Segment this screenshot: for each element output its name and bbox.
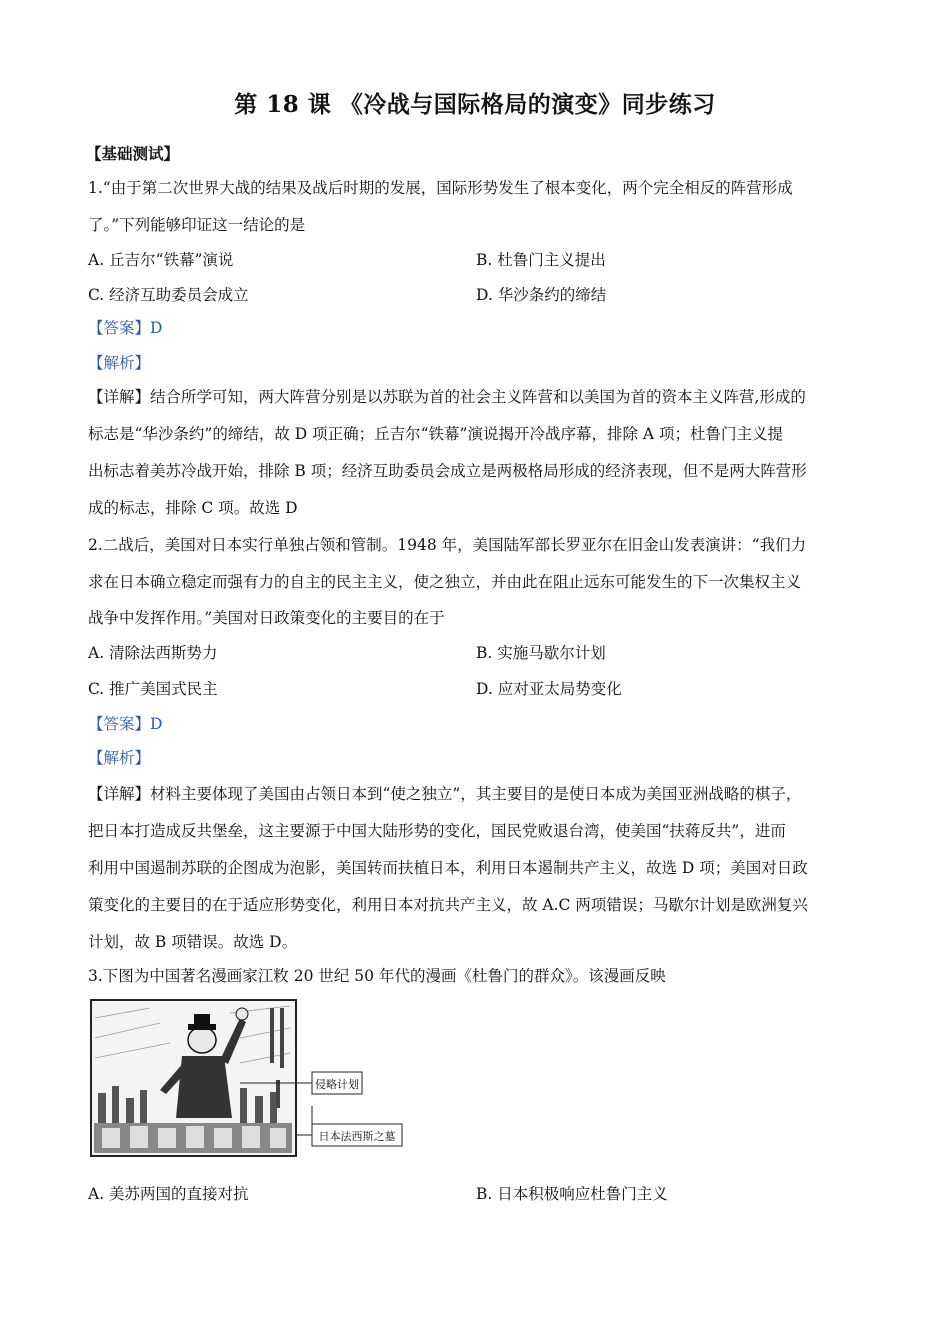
q2-detail-line-1: 【详解】材料主要体现了美国由占领日本到“使之独立”，其主要目的是使日本成为美国亚洲战略的棋子， (88, 785, 802, 803)
q1-option-b: B. 杜鲁门主义提出 (476, 251, 606, 269)
q2-analysis-label: 【解析】 (88, 749, 151, 767)
q2-option-b: B. 实施马歇尔计划 (476, 644, 606, 662)
section-heading: 【基础测试】 (86, 144, 180, 163)
q2-stem-line-2: 求在日本确立稳定而强有力的自主的民主主义，使之独立，并由此在阻止远东可能发生的下一次集权主义 (88, 573, 802, 591)
q2-stem-line-3: 战争中发挥作用。”美国对日政策变化的主要目的在于 (88, 609, 445, 627)
q2-option-a: A. 清除法西斯势力 (88, 644, 218, 662)
q1-option-a: A. 丘吉尔“铁幕”演说 (88, 251, 234, 269)
callout-label-plan: 侵略计划 (315, 1078, 359, 1091)
q2-detail-line-3: 利用中国遏制苏联的企图成为泡影，美国转而扶植日本，利用日本遏制共产主义，故选 D 项；美国对日政 (88, 859, 808, 877)
q1-option-c: C. 经济互助委员会成立 (88, 286, 249, 304)
q2-answer: 【答案】D (88, 715, 163, 733)
q1-detail-line-4: 成的标志，排除 C 项。故选 D (88, 499, 298, 517)
cartoon-figure (90, 998, 404, 1160)
q1-stem-line-2: 了。”下列能够印证这一结论的是 (88, 216, 306, 234)
q1-detail-line-2: 标志是“华沙条约”的缔结，故 D 项正确；丘吉尔“铁幕”演说揭开冷战序幕，排除 A 项；杜鲁门主义提 (88, 425, 784, 443)
q1-detail-line-1: 【详解】结合所学可知，两大阵营分别是以苏联为首的社会主义阵营和以美国为首的资本主义阵营,形成的 (88, 388, 806, 406)
q1-answer: 【答案】D (88, 319, 163, 337)
q1-stem-line-1: 1.“由于第二次世界大战的结果及战后时期的发展，国际形势发生了根本变化，两个完全相反的阵营形成 (88, 179, 793, 197)
q2-stem-line-1: 2.二战后，美国对日本实行单独占领和管制。1948 年，美国陆军部长罗亚尔在旧金山发表演讲：“我们力 (88, 536, 807, 554)
q2-option-d: D. 应对亚太局势变化 (476, 680, 622, 698)
q2-detail-line-5: 计划，故 B 项错误。故选 D。 (88, 933, 298, 951)
q2-detail-line-4: 策变化的主要目的在于适应形势变化，利用日本对抗共产主义，故 A.C 两项错误；马歇尔计划是欧洲复兴 (88, 896, 808, 914)
q1-analysis-label: 【解析】 (88, 354, 151, 372)
q1-detail-line-3: 出标志着美苏冷战开始，排除 B 项；经济互助委员会成立是两极格局形成的经济表现，但不是两大阵营形 (88, 462, 807, 480)
q1-option-d: D. 华沙条约的缔结 (476, 286, 607, 304)
q3-stem: 3.下图为中国著名漫画家江敉 20 世纪 50 年代的漫画《杜鲁门的群众》。该漫画反映 (88, 967, 666, 985)
q3-option-b: B. 日本积极响应杜鲁门主义 (476, 1185, 668, 1203)
q2-detail-line-2: 把日本打造成反共堡垒，这主要源于中国大陆形势的变化，国民党败退台湾，使美国“扶蒋反共”，进而 (88, 822, 786, 840)
q2-option-c: C. 推广美国式民主 (88, 680, 218, 698)
q3-option-a: A. 美苏两国的直接对抗 (88, 1185, 249, 1203)
callout-label-tomb: 日本法西斯之墓 (318, 1130, 396, 1143)
page-title: 第 18 课 《冷战与国际格局的演变》同步练习 (234, 91, 716, 118)
